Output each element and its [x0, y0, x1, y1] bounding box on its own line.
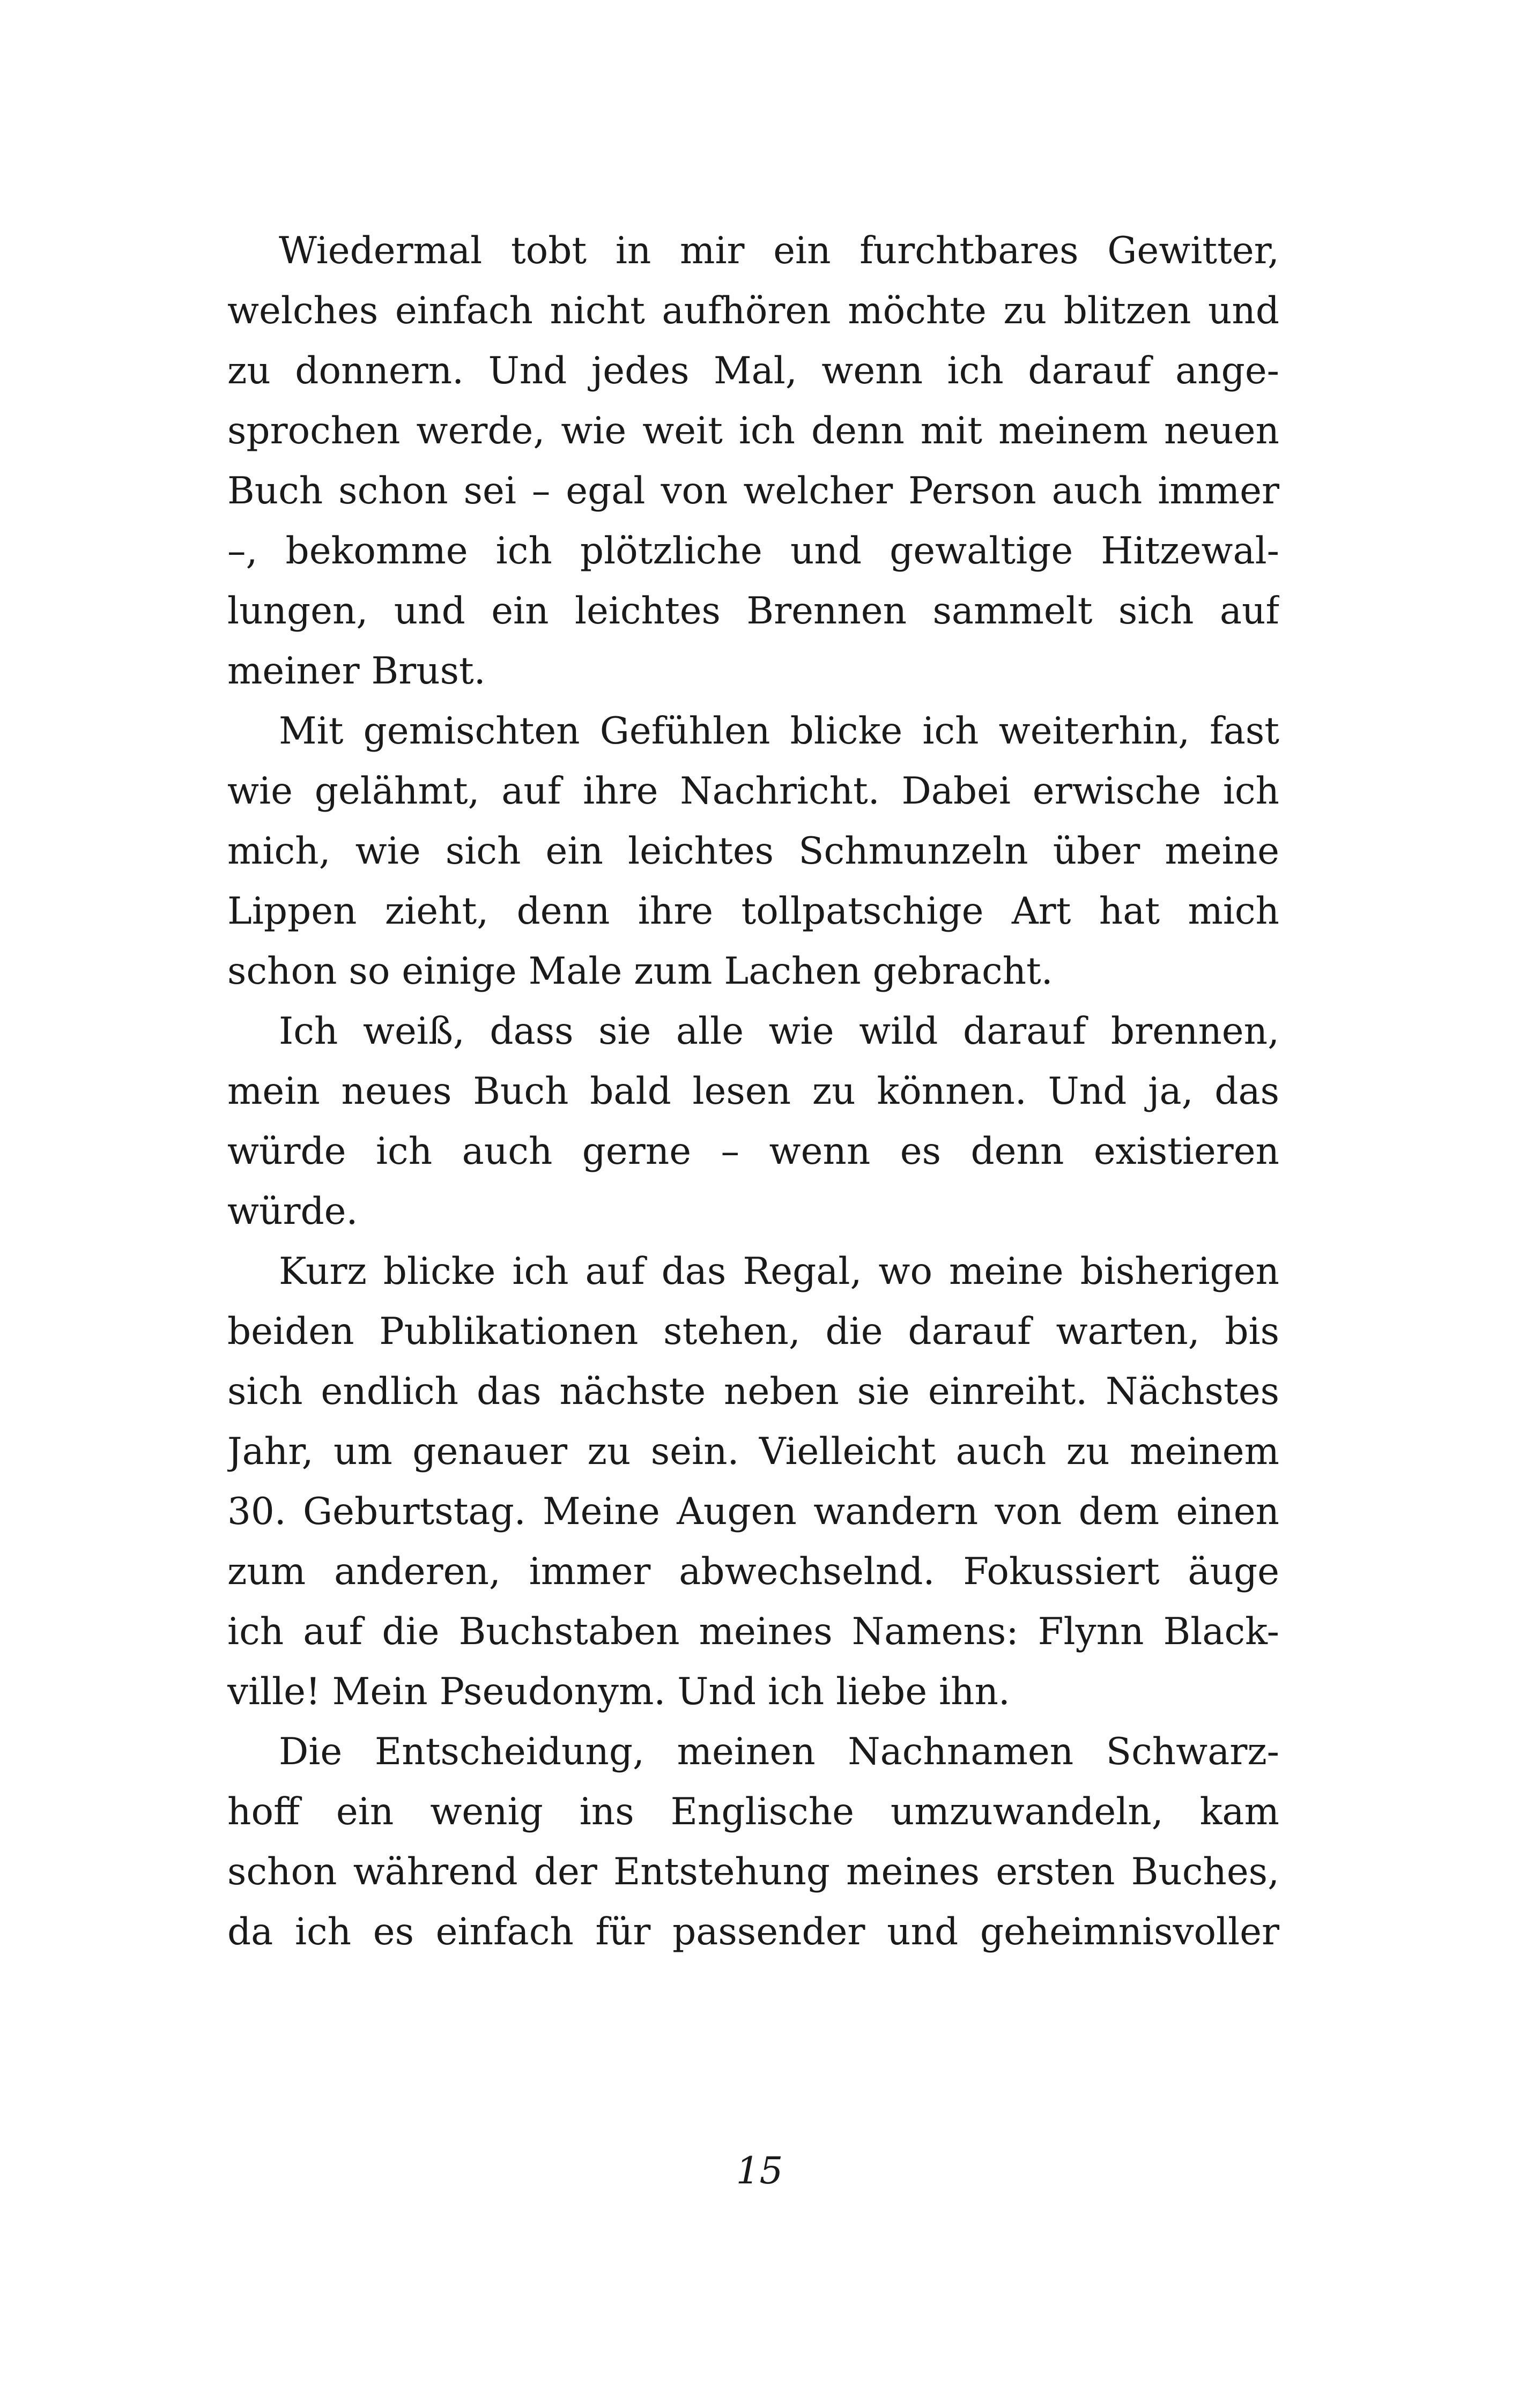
text-line: sich endlich das nächste neben sie einreiht. Nächstes	[227, 1370, 1279, 1413]
text-line: Buch schon sei – egal von welcher Person auch immer	[227, 470, 1279, 512]
text-line: 30. Geburtstag. Meine Augen wandern von dem einen	[227, 1490, 1279, 1533]
text-line: Die Entscheidung, meinen Nachnamen Schwarz-	[279, 1730, 1279, 1773]
text-line: mich, wie sich ein leichtes Schmunzeln über meine	[227, 830, 1279, 873]
text-line: welches einfach nicht aufhören möchte zu blitzen und	[227, 289, 1279, 332]
text-line: Mit gemischten Gefühlen blicke ich weiterhin, fast	[279, 710, 1279, 753]
text-line: hoff ein wenig ins Englische umzuwandeln, kam	[227, 1790, 1279, 1833]
text-line: würde ich auch gerne – wenn es denn existieren	[227, 1130, 1279, 1173]
text-line: Wiedermal tobt in mir ein furchtbares Gewitter,	[279, 229, 1279, 272]
text-line: sprochen werde, wie weit ich denn mit meinem neuen	[227, 410, 1279, 452]
text-line: zu donnern. Und jedes Mal, wenn ich darauf ange-	[227, 350, 1279, 392]
text-line: ich auf die Buchstaben meines Namens: Flynn Black-	[227, 1610, 1279, 1653]
text-line: würde.	[227, 1190, 358, 1233]
text-line: wie gelähmt, auf ihre Nachricht. Dabei erwische ich	[227, 770, 1279, 813]
text-line: lungen, und ein leichtes Brennen sammelt sich auf	[227, 590, 1279, 633]
text-line: Jahr, um genauer zu sein. Vielleicht auch zu meinem	[227, 1430, 1279, 1473]
text-line: mein neues Buch bald lesen zu können. Und ja, das	[227, 1070, 1279, 1113]
text-line: ville! Mein Pseudonym. Und ich liebe ihn.	[227, 1670, 1010, 1713]
text-line: zum anderen, immer abwechselnd. Fokussiert äuge	[227, 1550, 1279, 1593]
page-number: 15	[736, 2150, 783, 2193]
text-line: Lippen zieht, denn ihre tollpatschige Art hat mich	[227, 890, 1279, 933]
text-line: Kurz blicke ich auf das Regal, wo meine bisherigen	[279, 1250, 1279, 1293]
text-line: da ich es einfach für passender und geheimnisvoller	[227, 1911, 1279, 1953]
text-line: schon während der Entstehung meines ersten Buches,	[227, 1850, 1279, 1893]
body-text	[227, 221, 1279, 1962]
text-line: meiner Brust.	[227, 650, 486, 693]
text-line: –, bekomme ich plötzliche und gewaltige Hitzewal-	[227, 530, 1279, 573]
text-line: Ich weiß, dass sie alle wie wild darauf brennen,	[279, 1010, 1279, 1053]
text-line: schon so einige Male zum Lachen gebracht.	[227, 950, 1053, 993]
text-line: beiden Publikationen stehen, die darauf warten, bis	[227, 1310, 1279, 1353]
